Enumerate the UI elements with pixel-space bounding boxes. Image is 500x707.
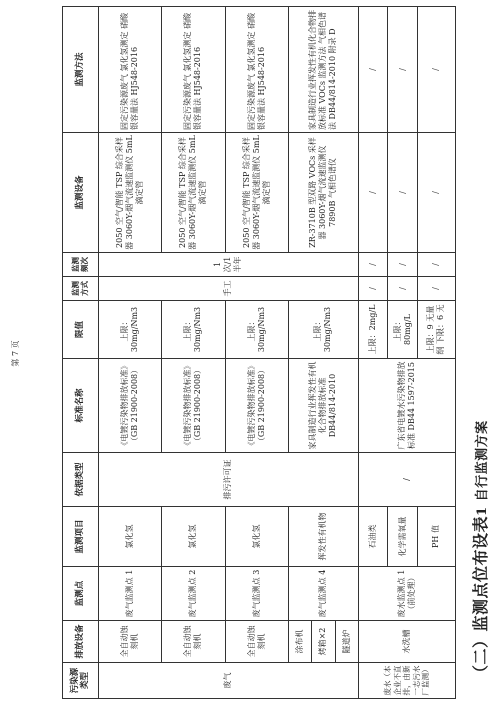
col-header: 监测项目 <box>63 507 99 567</box>
item-cell: PH 值 <box>417 507 455 567</box>
source-type-water: 废水（本企业不直排，由新一志污水厂监测） <box>358 663 455 699</box>
device-cell: 全自动蚀刻机 <box>98 621 161 663</box>
col-header: 监测方式 <box>63 277 99 301</box>
method-cell: 家具制造行业挥发性有机化合物排放标准 VOCs 监测方法 气相色谱法 DB44/814-2010 附录 D <box>289 7 359 133</box>
col-header: 监测方法 <box>63 7 99 133</box>
section-heading <box>468 420 491 681</box>
point-cell: 废气监测点 2 <box>162 567 225 621</box>
heading-subtitle: 1 自行监测方案 <box>475 420 490 516</box>
limit-cell: 上限：80mg/L <box>388 301 418 359</box>
equipment-cell: / <box>358 133 388 253</box>
item-cell: 氯化氢 <box>98 507 161 567</box>
limit-cell: 上限：30mg/Nm3 <box>289 301 359 359</box>
item-cell: 石油类 <box>358 507 388 567</box>
monitor-method-cell: / <box>388 277 418 301</box>
device-cell: 隧道炉 <box>335 621 358 663</box>
equipment-cell: 2050 空气/智能 TSP 综合采样器 3060Y-烟气流速监测仪 5mL 滴定管 <box>98 133 161 253</box>
col-header: 监测频次 <box>63 253 99 277</box>
standard-cell: 广东省电镀水污染物排放标准 DB44 1597-2015 <box>358 359 455 453</box>
point-cell: 废气监测点 3 <box>225 567 288 621</box>
item-cell: 挥发性有机物 <box>289 507 359 567</box>
device-cell: 涂布机 <box>289 621 312 663</box>
monitoring-table <box>62 6 456 699</box>
col-header: 依据类型 <box>63 453 99 507</box>
equipment-cell: 2050 空气/智能 TSP 综合采样器 3060Y-烟气流速监测仪 5mL 滴定管 <box>162 133 225 253</box>
col-header: 监测设备 <box>63 133 99 253</box>
method-cell: 固定污染源废气 氯化氢测定 硝酸银容量法 HJ548-2016 <box>98 7 161 133</box>
equipment-cell: / <box>417 133 455 253</box>
method-cell: 固定污染源废气 氯化氢测定 硝酸银容量法 HJ548-2016 <box>162 7 225 133</box>
item-cell: 氯化氢 <box>162 507 225 567</box>
monitor-method-cell: / <box>417 277 455 301</box>
limit-cell: 上限：30mg/Nm3 <box>162 301 225 359</box>
device-cell: 水洗槽 <box>358 621 455 663</box>
point-cell: 废水监测点 1（前处理） <box>358 567 455 621</box>
monitor-method-cell: 手工 <box>98 277 358 301</box>
table-row <box>98 7 161 699</box>
col-header: 监测点 <box>63 567 99 621</box>
basis-cell: / <box>358 453 455 507</box>
limit-cell: 上限：30mg/Nm3 <box>225 301 288 359</box>
equipment-cell: ZR-3710B 型双路 VOCs 采样器 3060Y-烟气流速监测仪 7890B 气相色谱仪 <box>289 133 359 253</box>
method-cell: / <box>388 7 418 133</box>
col-header: 污染源类型 <box>63 663 99 699</box>
table-row <box>162 7 225 699</box>
point-cell: 废气监测点 1 <box>98 567 161 621</box>
method-cell: / <box>358 7 388 133</box>
standard-cell: 《电镀污染物排放标准》（GB 21900-2008） <box>98 359 161 453</box>
limit-cell: 上限：9 无量纲 下限：6 无 <box>417 301 455 359</box>
limit-cell: 上限：2mg/L <box>358 301 388 359</box>
limit-cell: 上限：30mg/Nm3 <box>98 301 161 359</box>
col-header: 标准名称 <box>63 359 99 453</box>
table-row <box>225 7 288 699</box>
device-cell: 全自动蚀刻机 <box>225 621 288 663</box>
frequency-cell: 1 次/1 半年 <box>98 253 358 277</box>
table-row <box>358 7 388 699</box>
basis-cell: 排污许可证 <box>98 453 358 507</box>
col-header: 限值 <box>63 301 99 359</box>
equipment-cell: / <box>388 133 418 253</box>
device-cell: 全自动蚀刻机 <box>162 621 225 663</box>
col-header: 排放设备 <box>63 621 99 663</box>
point-cell: 废气监测点 4 <box>289 567 359 621</box>
item-cell: 氯化氢 <box>225 507 288 567</box>
header-row <box>63 7 99 699</box>
table-row <box>289 7 312 699</box>
monitor-method-cell: / <box>358 277 388 301</box>
standard-cell: 《电镀污染物排放标准》（GB 21900-2008） <box>162 359 225 453</box>
source-type-air: 废气 <box>98 663 358 699</box>
heading-title: （二）监测点位布设表 <box>471 515 490 681</box>
device-cell: 烤箱×2 <box>312 621 335 663</box>
item-cell: 化学需氧量 <box>388 507 418 567</box>
method-cell: / <box>417 7 455 133</box>
equipment-cell: 2050 空气/智能 TSP 综合采样器 3060Y-烟气流速监测仪 5mL 滴定管 <box>225 133 288 253</box>
page-number: 第 7 页 <box>11 340 20 367</box>
method-cell: 固定污染源废气 氯化氢测定 硝酸银容量法 HJ548-2016 <box>225 7 288 133</box>
frequency-cell: / <box>388 253 418 277</box>
standard-cell: 家具制造行业挥发性有机化合物排放标准 DB44/814-2010 <box>289 359 359 453</box>
standard-cell: 《电镀污染物排放标准》（GB 21900-2008） <box>225 359 288 453</box>
frequency-cell: / <box>358 253 388 277</box>
frequency-cell: / <box>417 253 455 277</box>
